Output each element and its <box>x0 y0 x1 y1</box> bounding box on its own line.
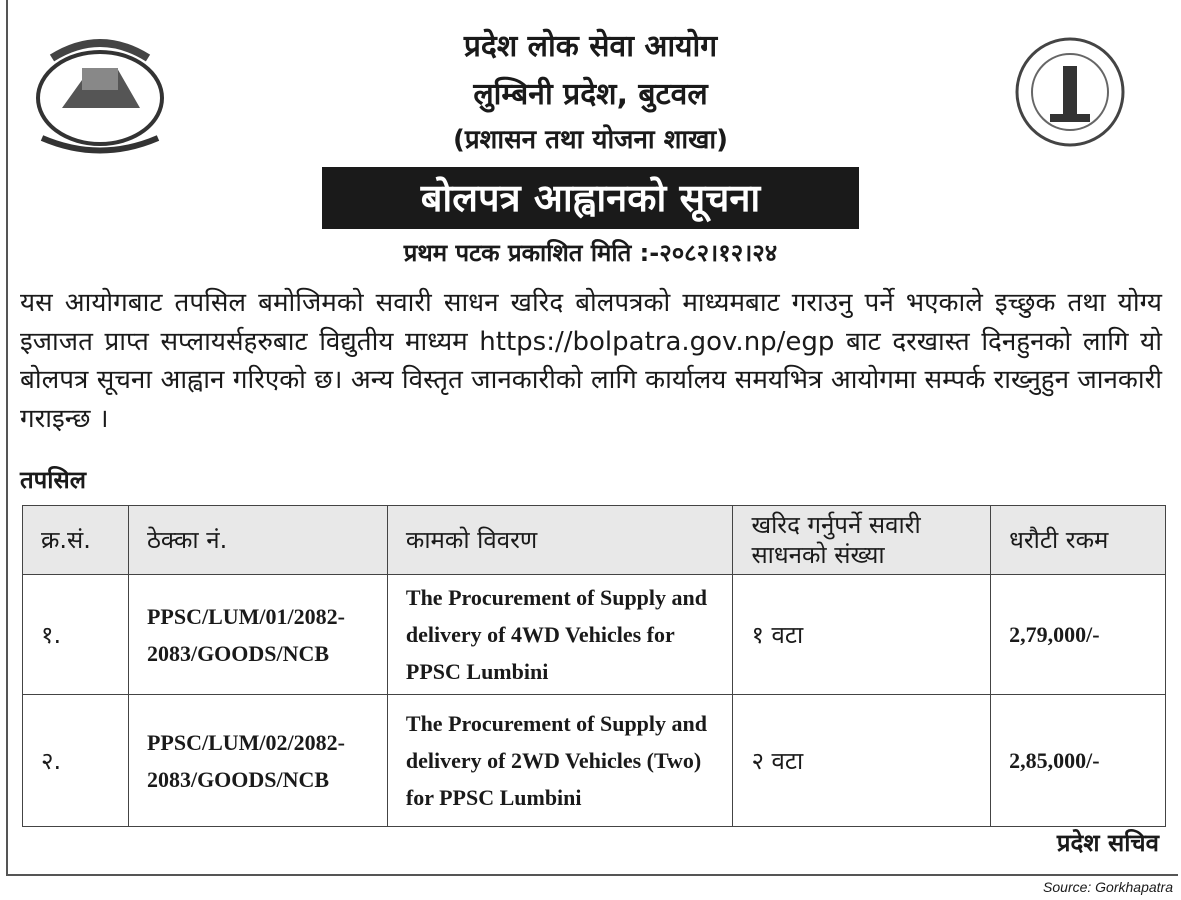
cell-description: The Procurement of Supply and delivery of 2WD Vehicles (Two) for PPSC Lumbini <box>387 695 733 827</box>
cell-quantity: १ वटा <box>733 575 991 695</box>
header-quantity: खरिद गर्नुपर्ने सवारी साधनको संख्या <box>733 506 991 575</box>
signatory: प्रदेश सचिव <box>1056 829 1159 857</box>
cell-description: The Procurement of Supply and delivery of 4WD Vehicles for PPSC Lumbini <box>387 575 733 695</box>
tender-table <box>22 505 1166 827</box>
notice-title: बोलपत्र आह्वानको सूचना <box>322 167 859 229</box>
table-row <box>23 575 1166 695</box>
org-location: लुम्बिनी प्रदेश, बुटवल <box>473 77 708 112</box>
cell-quantity: २ वटा <box>733 695 991 827</box>
header-sn: क्र.सं. <box>23 506 129 575</box>
cell-deposit: 2,79,000/- <box>991 575 1166 695</box>
details-label: तपसिल <box>20 466 87 494</box>
header-contract: ठेक्का नं. <box>128 506 387 575</box>
cell-deposit: 2,85,000/- <box>991 695 1166 827</box>
notice-paragraph: यस आयोगबाट तपसिल बमोजिमको सवारी साधन खरिद बोलपत्रको माध्यमबाट गराउनु पर्ने भएकाले इच्छुक तथा योग्य इजाजत प्राप्त सप्लायर्सहरुबाट विद्युतीय माध्यम https://bolpatra.gov.np/egp बाट दरखास्त दिनहुनको लागि यो बोलपत्र सूचना आह्वान गरिएको छ। अन्य विस्तृत जानकारीको लागि कार्यालय समयभित्र आयोगमा सम्पर्क राख्नुहुन जानकारी गराइन्छ । <box>20 288 1162 434</box>
published-date: प्रथम पटक प्रकाशित मिति :-२०८२।१२।२४ <box>403 239 778 267</box>
cell-sn: १. <box>23 575 129 695</box>
table-row <box>23 695 1166 827</box>
org-name: प्रदेश लोक सेवा आयोग <box>463 29 718 64</box>
source-credit: Source: Gorkhapatra <box>1043 879 1173 895</box>
cell-contract: PPSC/LUM/02/2082-2083/GOODS/NCB <box>128 695 387 827</box>
header-description: कामको विवरण <box>387 506 733 575</box>
cell-sn: २. <box>23 695 129 827</box>
org-branch: (प्रशासन तथा योजना शाखा) <box>453 125 728 155</box>
cell-contract: PPSC/LUM/01/2082-2083/GOODS/NCB <box>128 575 387 695</box>
header-deposit: धरौटी रकम <box>991 506 1166 575</box>
table-header-row <box>23 506 1166 575</box>
